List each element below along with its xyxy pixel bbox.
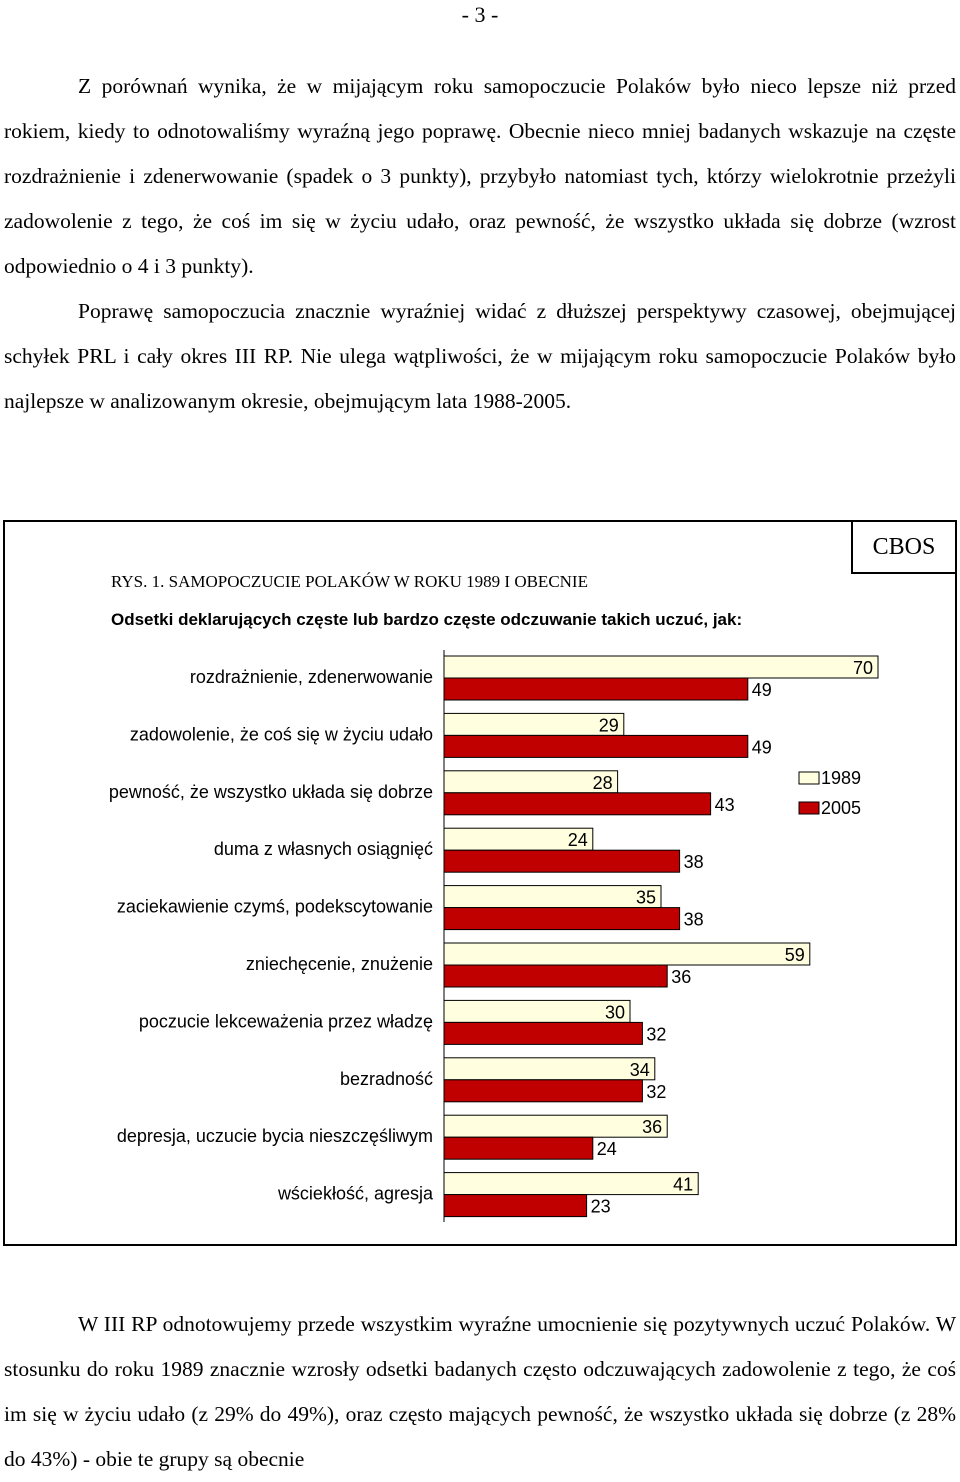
cbos-badge: CBOS [851, 520, 957, 574]
legend-label-1989: 1989 [821, 768, 862, 788]
page-number: - 3 - [461, 2, 499, 27]
bar-2005 [444, 1022, 642, 1044]
value-label-2005: 49 [751, 680, 772, 700]
bar-1989 [444, 943, 810, 965]
category-label: wściekłość, agresja [277, 1183, 433, 1204]
bar-2005 [444, 965, 667, 987]
value-label-2005: 36 [671, 967, 692, 987]
value-label-1989: 35 [635, 887, 656, 908]
bar-1989 [444, 1115, 667, 1137]
category-label: rozdrażnienie, zdenerwowanie [189, 667, 433, 687]
value-label-1989: 29 [598, 715, 619, 736]
category-label: duma z własnych osiągnięć [213, 839, 433, 860]
value-label-1989: 30 [604, 1002, 625, 1023]
legend-swatch-2005 [799, 802, 819, 814]
value-label-2005: 23 [590, 1196, 611, 1217]
paragraph-1 [4, 64, 956, 289]
category-label: zniechęcenie, znużenie [245, 954, 433, 974]
value-label-2005: 38 [683, 852, 704, 873]
legend-label-2005: 2005 [821, 798, 862, 818]
value-label-1989: 34 [629, 1059, 650, 1080]
bar-2005 [444, 793, 711, 815]
value-label-1989: 41 [673, 1174, 694, 1195]
bar-2005 [444, 678, 748, 700]
paragraph-1-text: Z porównań wynika, że w mijającym roku samopoczucie Polaków było nieco lepsze niż przed rokiem, kiedy to odnotowaliśmy wyraźną jego poprawę. Obecnie nieco mniej badanych wskazuje na częste rozdrażnienie i zdenerwowanie (spadek o 3 punkty), przybyło natomiast tych, którzy wielokrotnie przeżyli zadowolenie z tego, że coś im się w życiu udało, oraz pewność, że wszystko układa się dobrze (wzrost odpowiednio o 4 i 3 punkty). [4, 74, 956, 278]
category-label: zadowolenie, że coś się w życiu udało [129, 724, 433, 745]
bar-1989 [444, 1000, 630, 1022]
bar-1989 [444, 771, 618, 793]
value-label-2005: 38 [683, 909, 704, 930]
paragraph-3 [4, 1302, 956, 1482]
bar-1989 [444, 656, 878, 678]
category-label: zaciekawienie czymś, podekscytowanie [116, 896, 433, 917]
bar-2005 [444, 735, 748, 757]
value-label-2005: 32 [646, 1024, 667, 1045]
value-label-2005: 43 [714, 794, 735, 815]
category-label: poczucie lekceważenia przez władzę [138, 1011, 433, 1032]
value-label-1989: 59 [784, 945, 805, 965]
bar-2005 [444, 908, 680, 930]
bar-1989 [444, 1173, 698, 1195]
bar-1989 [444, 713, 624, 735]
paragraph-2 [4, 289, 956, 424]
paragraph-3-text: W III RP odnotowujemy przede wszystkim wyraźne umocnienie się pozytywnych uczuć Polaków. W stosunku do roku 1989 znacznie wzrosły odsetki badanych często odczuwających zadowolenie z tego, że coś im się w życiu udało (z 29% do 49%), oraz często mających pewność, że wszystko układa się dobrze (z 28% do 43%) - obie te grupy są obecnie [4, 1312, 956, 1471]
figure-frame [3, 520, 957, 1246]
bar-chart [5, 522, 955, 1244]
bar-2005 [444, 1195, 587, 1217]
value-label-1989: 28 [592, 772, 613, 793]
bar-1989 [444, 886, 661, 908]
paragraph-2-text: Poprawę samopoczucia znacznie wyraźniej widać z dłuższej perspektywy czasowej, obejmującej schyłek PRL i cały okres III RP. Nie ulega wątpliwości, że w mijającym roku samopoczucie Polaków było najlepsze w analizowanym okresie, obejmującym lata 1988-2005. [4, 299, 956, 413]
category-label: depresja, uczucie bycia nieszczęśliwym [116, 1126, 433, 1147]
value-label-1989: 70 [852, 658, 873, 678]
value-label-2005: 24 [596, 1139, 617, 1160]
bar-2005 [444, 850, 680, 872]
bar-1989 [444, 1058, 655, 1080]
value-label-2005: 49 [751, 737, 772, 758]
bar-2005 [444, 1137, 593, 1159]
value-label-1989: 36 [642, 1117, 663, 1138]
category-label: pewność, że wszystko układa się dobrze [108, 781, 433, 802]
category-label: bezradność [339, 1068, 433, 1089]
bar-2005 [444, 1080, 642, 1102]
figure-subtitle: Odsetki deklarujących częste lub bardzo częste odczuwanie takich uczuć, jak: [111, 610, 743, 629]
figure-title: RYS. 1. SAMOPOCZUCIE POLAKÓW W ROKU 1989 I OBECNIE [111, 572, 588, 591]
value-label-1989: 24 [567, 830, 588, 851]
value-label-2005: 32 [646, 1081, 667, 1102]
legend-swatch-1989 [799, 772, 819, 784]
